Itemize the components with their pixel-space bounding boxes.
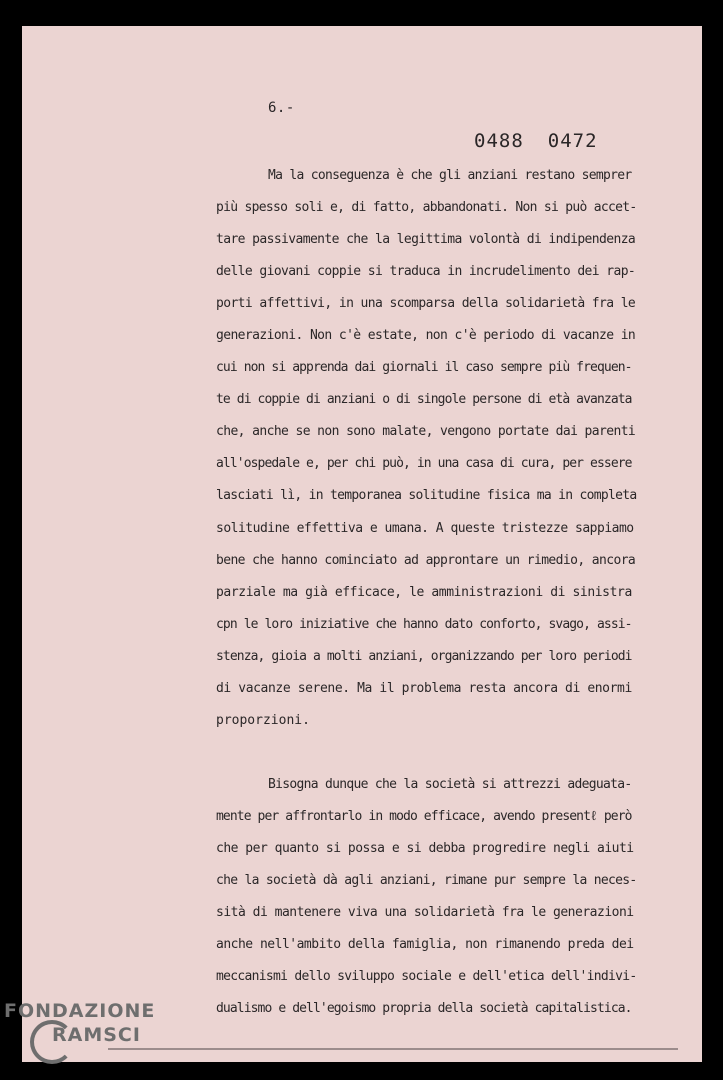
text-line: che, anche se non sono malate, vengono portate dai parenti xyxy=(216,424,636,440)
text-line: solitudine effettiva e umana. A queste tristezze sappiamo xyxy=(216,520,634,536)
text-line: proporzioni. xyxy=(216,712,310,728)
text-line: sità di mantenere viva una solidarietà fra le generazioni xyxy=(216,905,634,921)
text-line: delle giovani coppie si traduca in incrudelimento dei rap- xyxy=(216,264,636,280)
archive-numbers xyxy=(474,130,598,152)
text-line: stenza, gioia a molti anziani, organizzando per loro periodi xyxy=(216,648,632,664)
watermark-line-1: FONDAZIONE xyxy=(4,1000,156,1022)
bottom-rule xyxy=(108,1048,678,1050)
watermark-line-2: RAMSCI xyxy=(52,1024,141,1046)
text-line: mente per affrontarlo in modo efficace, avendo presentℓ però xyxy=(216,808,632,824)
text-line: Ma la conseguenza è che gli anziani restano semprer xyxy=(268,168,632,183)
archive-number-first: 0488 xyxy=(474,130,524,152)
document-page xyxy=(22,26,702,1062)
page-number: 6.- xyxy=(268,100,295,116)
text-line: anche nell'ambito della famiglia, non rimanendo preda dei xyxy=(216,937,634,953)
text-line: che la società dà agli anziani, rimane pur sempre la neces- xyxy=(216,872,637,888)
text-line: bene che hanno cominciato ad approntare un rimedio, ancora xyxy=(216,552,636,568)
text-line: cui non si apprenda dai giornali il caso sempre più frequen- xyxy=(216,360,632,376)
text-line: te di coppie di anziani o di singole persone di età avanzata xyxy=(216,392,632,408)
text-line: cpn le loro iniziative che hanno dato conforto, svago, assi- xyxy=(216,616,632,632)
text-line: generazioni. Non c'è estate, non c'è periodo di vacanze in xyxy=(216,328,636,344)
text-line: all'ospedale e, per chi può, in una casa di cura, per essere xyxy=(216,456,632,472)
text-line: lasciati lì, in temporanea solitudine fisica ma in completa xyxy=(216,488,637,504)
paragraph-2 xyxy=(216,769,636,1025)
fondazione-gramsci-watermark xyxy=(4,1000,204,1070)
text-line: meccanismi dello sviluppo sociale e dell'etica dell'indivi- xyxy=(216,969,637,985)
text-line: Bisogna dunque che la società si attrezzi adeguata- xyxy=(268,776,632,792)
text-line: più spesso soli e, di fatto, abbandonati. Non si può accet- xyxy=(216,200,637,216)
paragraph-1 xyxy=(216,160,636,737)
archive-number-second: 0472 xyxy=(547,130,598,152)
text-line: porti affettivi, in una scomparsa della solidarietà fra le xyxy=(216,296,636,312)
text-line: dualismo e dell'egoismo propria della società capitalistica. xyxy=(216,1001,632,1017)
body-text xyxy=(216,160,636,1025)
text-line: di vacanze serene. Ma il problema resta ancora di enormi xyxy=(216,680,632,696)
text-line: parziale ma già efficace, le amministrazioni di sinistra xyxy=(216,584,632,600)
text-line: tare passivamente che la legittima volontà di indipendenza xyxy=(216,232,636,248)
text-line: che per quanto si possa e si debba progredire negli aiuti xyxy=(216,840,634,856)
